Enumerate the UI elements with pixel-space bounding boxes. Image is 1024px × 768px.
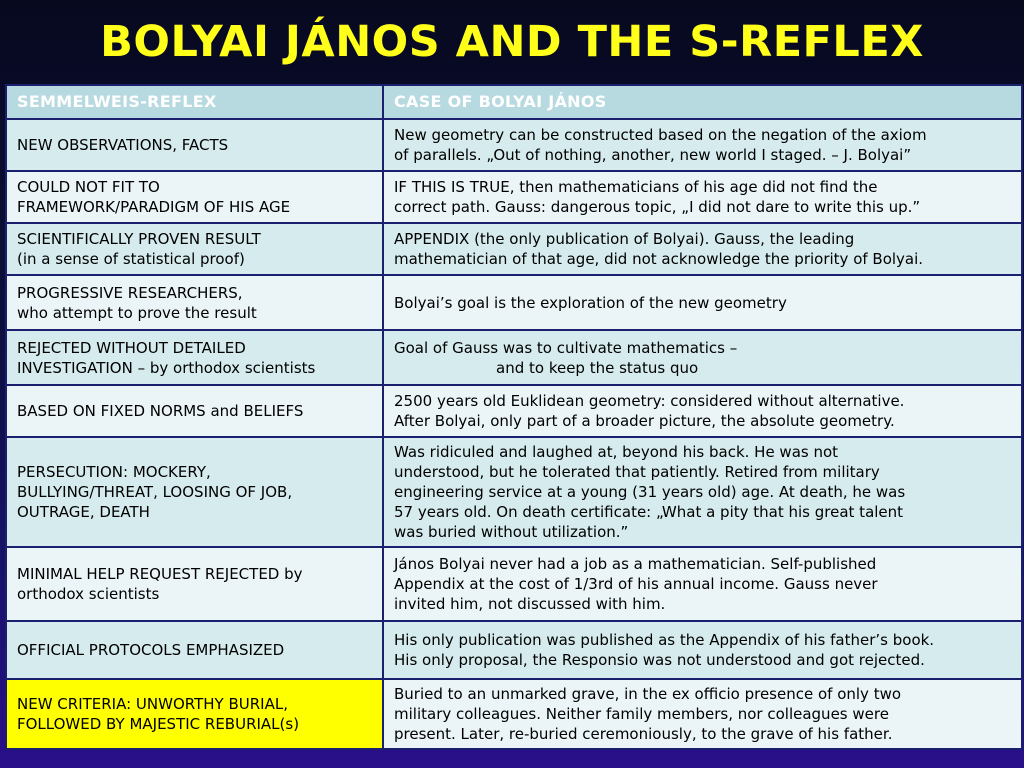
cell-line: orthodox scientists [17, 585, 160, 603]
reflex-cell [6, 385, 383, 437]
cell-line: His only proposal, the Responsio was not understood and got rejected. [394, 651, 925, 669]
cell-line: János Bolyai never had a job as a mathematician. Self-published [394, 555, 877, 573]
cell-line: PERSECUTION: MOCKERY, [17, 463, 211, 481]
cell-line: present. Later, re-buried ceremoniously, to the grave of his father. [394, 725, 893, 743]
cell-line: After Bolyai, only part of a broader picture, the absolute geometry. [394, 412, 895, 430]
cell-line: FRAMEWORK/PARADIGM OF HIS AGE [17, 198, 291, 216]
cell-line: Bolyai’s goal is the exploration of the new geometry [394, 293, 787, 312]
reflex-cell [6, 223, 383, 275]
cell-line: of parallels. „Out of nothing, another, new world I staged. – J. Bolyai” [394, 146, 912, 164]
cell-line: His only publication was published as the Appendix of his father’s book. [394, 631, 935, 649]
cell-line: OUTRAGE, DEATH [17, 503, 150, 521]
table-row [6, 275, 1022, 330]
cell-line: engineering service at a young (31 years old) age. At death, he was [394, 483, 906, 501]
table-row [6, 547, 1022, 621]
case-cell [383, 437, 1022, 547]
case-cell [383, 330, 1022, 385]
reflex-cell [6, 547, 383, 621]
cell-line: FOLLOWED BY MAJESTIC REBURIAL(s) [17, 715, 300, 733]
cell-line: Buried to an unmarked grave, in the ex officio presence of only two [394, 685, 902, 703]
table-row [6, 679, 1022, 749]
cell-line: INVESTIGATION – by orthodox scientists [17, 358, 316, 377]
cell-line: military colleagues. Neither family members, nor colleagues were [394, 705, 889, 723]
reflex-cell [6, 171, 383, 223]
case-cell [383, 679, 1022, 749]
case-cell [383, 119, 1022, 171]
case-cell [383, 275, 1022, 330]
cell-line: BULLYING/THREAT, LOOSING OF JOB, [17, 483, 293, 501]
cell-line: 57 years old. On death certificate: „What a pity that his great talent [394, 503, 904, 521]
cell-line: REJECTED WITHOUT DETAILED [17, 338, 246, 357]
reflex-cell-highlighted [6, 679, 383, 749]
cell-line: NEW CRITERIA: UNWORTHY BURIAL, [17, 695, 288, 713]
case-cell [383, 547, 1022, 621]
cell-line: 2500 years old Euklidean geometry: considered without alternative. [394, 392, 905, 410]
cell-line: Was ridiculed and laughed at, beyond his back. He was not [394, 443, 839, 461]
cell-line: and to keep the status quo [496, 358, 699, 377]
cell-line: Goal of Gauss was to cultivate mathematics – [394, 338, 738, 357]
reflex-cell [6, 437, 383, 547]
cell-line: who attempt to prove the result [17, 303, 257, 322]
cell-line: APPENDIX (the only publication of Bolyai). Gauss, the leading [394, 230, 855, 248]
reflex-cell [6, 275, 383, 330]
case-cell [383, 223, 1022, 275]
slide-title: BOLYAI JÁNOS AND THE S-REFLEX [100, 17, 924, 67]
case-cell [383, 171, 1022, 223]
table-row [6, 119, 1022, 171]
table-row [6, 621, 1022, 679]
cell-line: NEW OBSERVATIONS, FACTS [17, 136, 229, 154]
table-row [6, 330, 1022, 385]
header-case-of-bolyai: CASE OF BOLYAI JÁNOS [383, 85, 1022, 119]
cell-line: SCIENTIFICALLY PROVEN RESULT [17, 230, 261, 248]
cell-line: correct path. Gauss: dangerous topic, „I did not dare to write this up.” [394, 198, 921, 216]
table-row [6, 385, 1022, 437]
header-semmelweis-reflex: SEMMELWEIS-REFLEX [6, 85, 383, 119]
cell-line: mathematician of that age, did not acknowledge the priority of Bolyai. [394, 250, 924, 268]
table-row [6, 223, 1022, 275]
cell-line: was buried without utilization.” [394, 523, 629, 541]
cell-line: OFFICIAL PROTOCOLS EMPHASIZED [17, 641, 285, 659]
reflex-cell [6, 119, 383, 171]
cell-line: New geometry can be constructed based on the negation of the axiom [394, 126, 927, 144]
case-cell [383, 621, 1022, 679]
reflex-cell [6, 330, 383, 385]
cell-line: PROGRESSIVE RESEARCHERS, [17, 283, 243, 302]
cell-line: BASED ON FIXED NORMS and BELIEFS [17, 402, 304, 420]
reflex-cell [6, 621, 383, 679]
table-header-row [6, 85, 1022, 119]
cell-line: COULD NOT FIT TO [17, 178, 160, 196]
comparison-table [5, 84, 1023, 750]
cell-line: IF THIS IS TRUE, then mathematicians of his age did not find the [394, 178, 878, 196]
cell-line: understood, but he tolerated that patiently. Retired from military [394, 463, 880, 481]
cell-line: invited him, not discussed with him. [394, 595, 666, 613]
cell-line: (in a sense of statistical proof) [17, 250, 245, 268]
table-row [6, 437, 1022, 547]
case-cell [383, 385, 1022, 437]
table-row [6, 171, 1022, 223]
cell-line: Appendix at the cost of 1/3rd of his annual income. Gauss never [394, 575, 878, 593]
cell-line: MINIMAL HELP REQUEST REJECTED by [17, 565, 303, 583]
